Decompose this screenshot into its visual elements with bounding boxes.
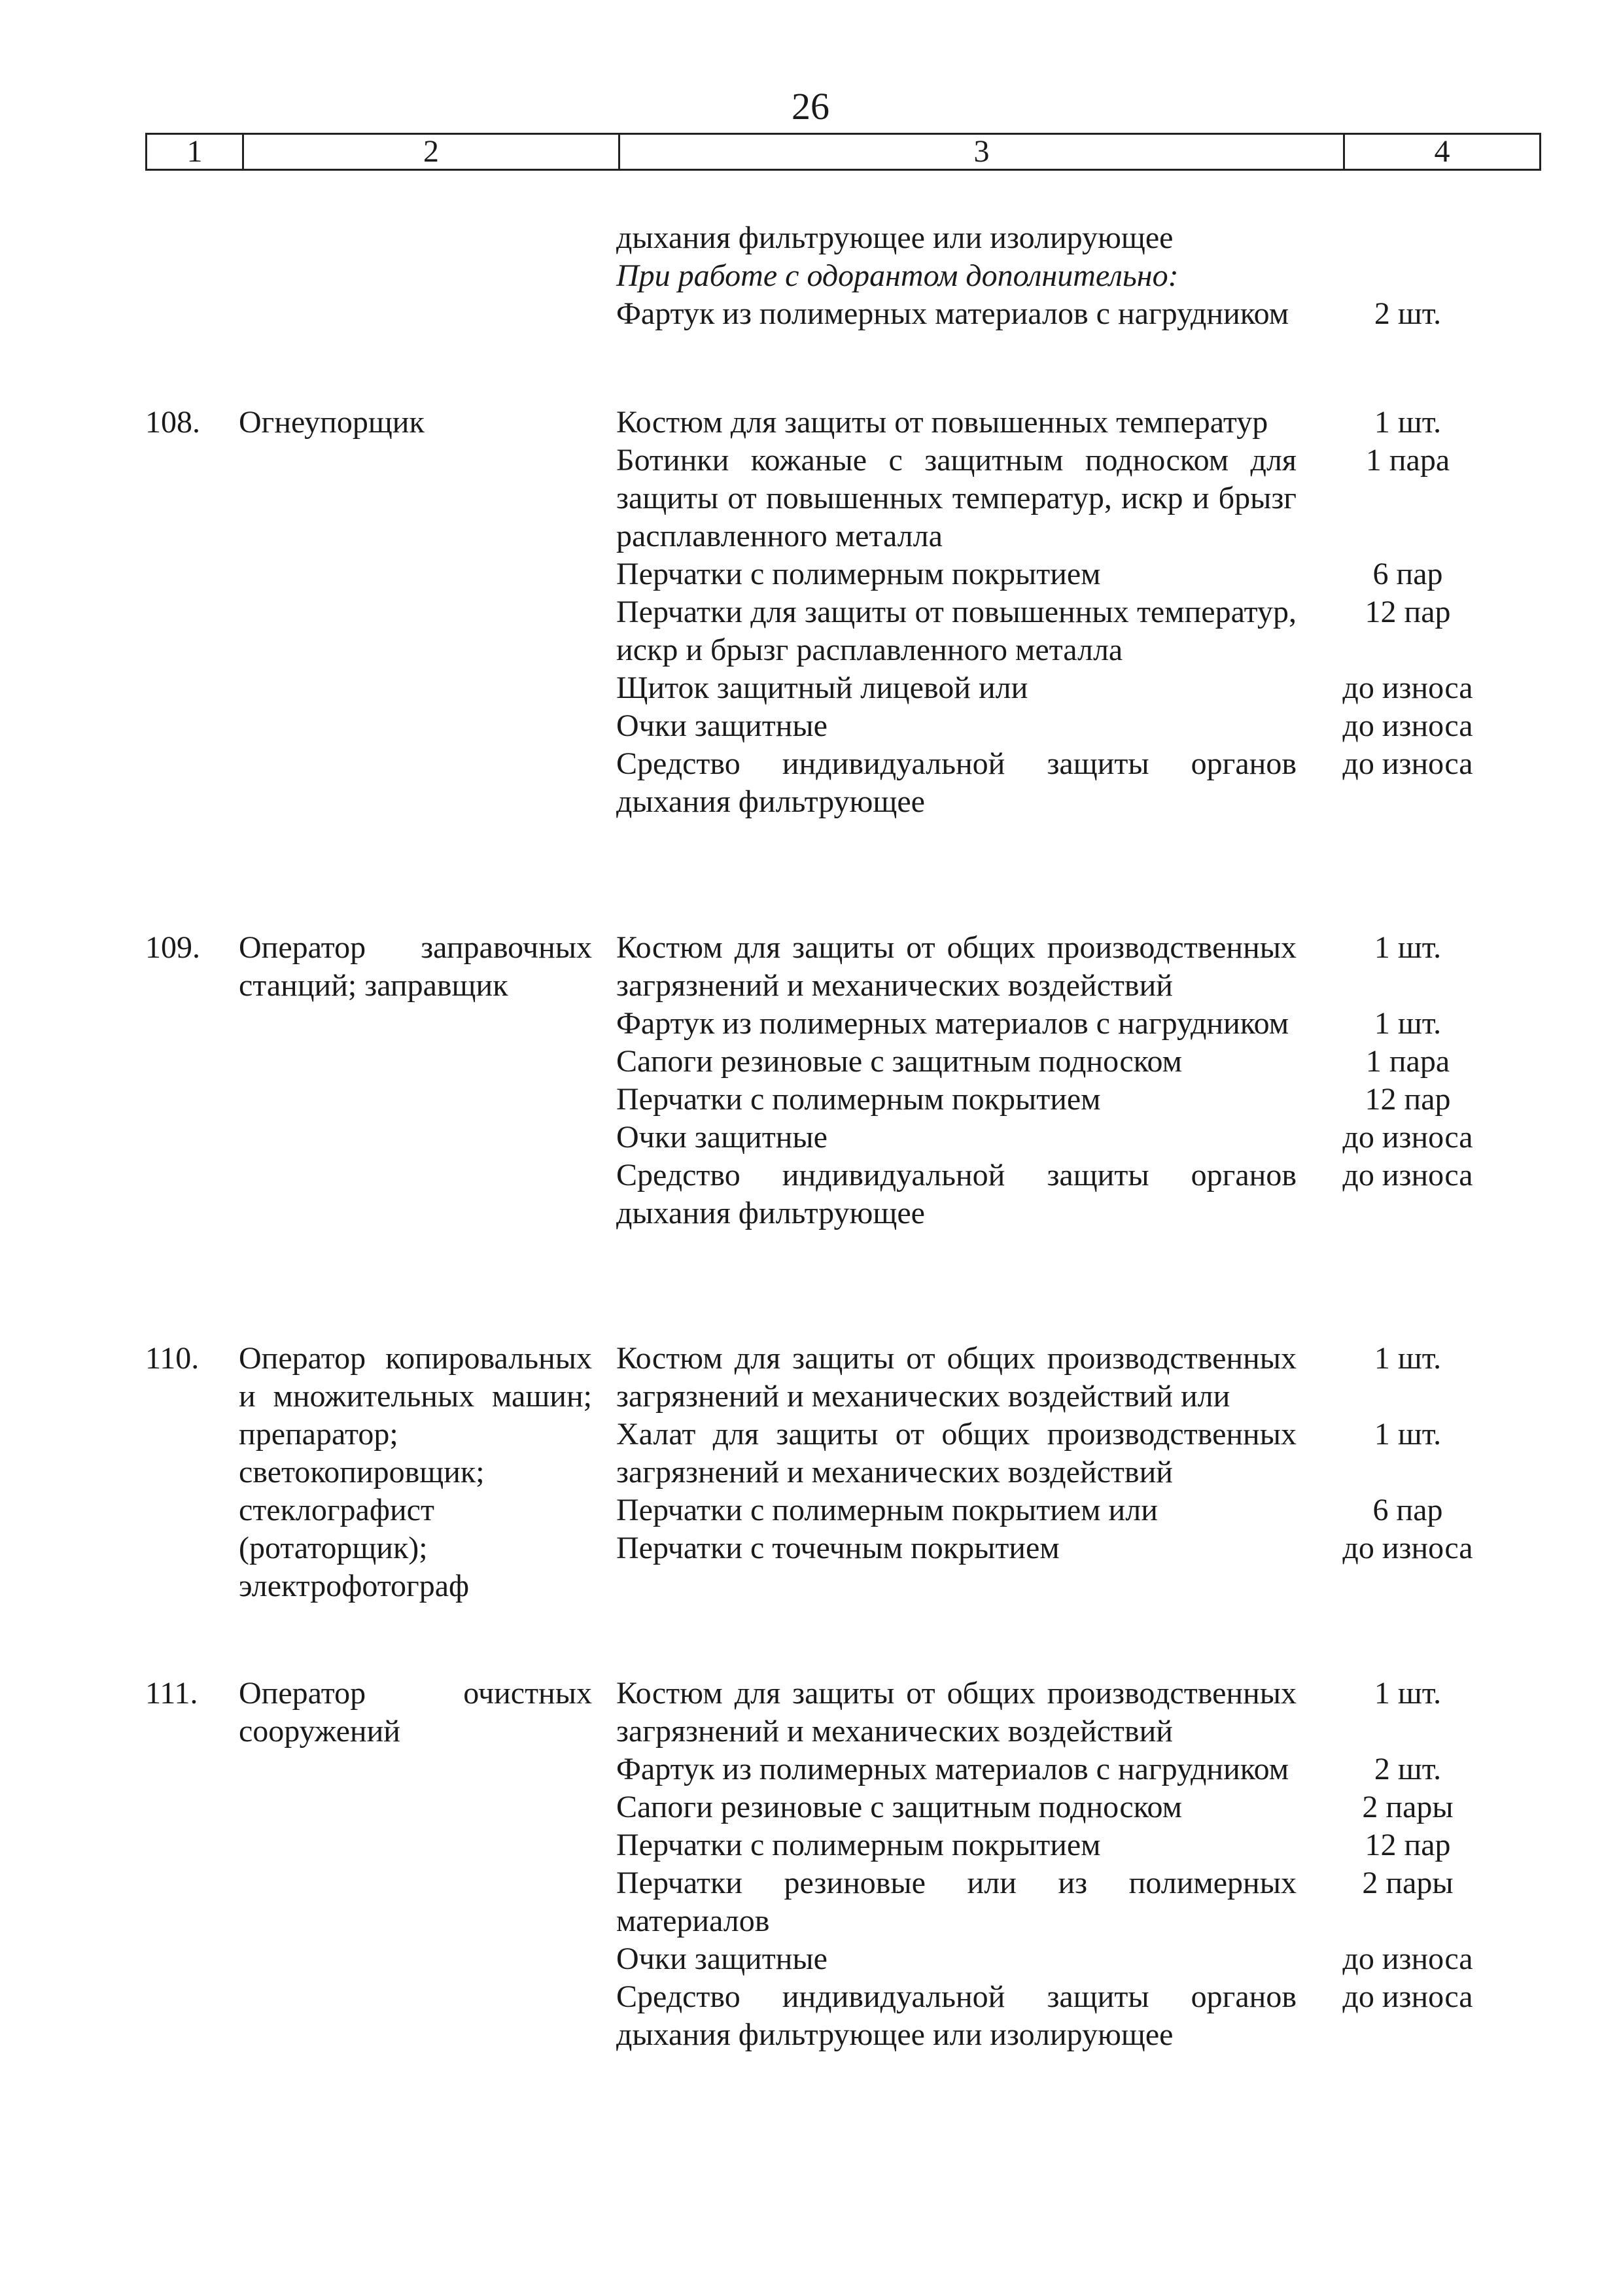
- list-item: [616, 219, 1303, 257]
- list-item: [616, 295, 1442, 333]
- item-quantity: 2 пары: [1362, 1866, 1454, 1900]
- item-name: Перчатки с полимерным покрытием: [616, 557, 1101, 591]
- item-name: Средство индивидуальной защиты органов дыхания фильтрующее: [616, 1158, 1297, 1230]
- item-name: Перчатки с полимерным покрытием: [616, 1828, 1101, 1862]
- list-item: [616, 1119, 1473, 1157]
- list-item: [616, 1157, 1473, 1232]
- list-item: [616, 1675, 1442, 1750]
- page-number: 26: [792, 85, 829, 128]
- item-quantity: 1 шт.: [1374, 930, 1442, 965]
- column-header-row: [145, 133, 1541, 171]
- profession-name: Оператор копировальных и множительных машин; препаратор; светокопировщик; стеклографист (ротаторщик); электрофотограф: [239, 1341, 592, 1603]
- list-item: [616, 1416, 1442, 1491]
- item-name: Костюм для защиты от общих производственных загрязнений и механических воздействий: [616, 1676, 1297, 1748]
- item-quantity: 1 шт.: [1374, 405, 1442, 440]
- item-quantity: 1 шт.: [1374, 1676, 1442, 1711]
- item-list: [616, 1675, 1473, 2054]
- item-quantity: до износа: [1342, 708, 1473, 743]
- item-quantity: до износа: [1342, 746, 1473, 781]
- item-list: [616, 929, 1473, 1232]
- item-quantity: 2 шт.: [1374, 1752, 1442, 1786]
- entry-number: 111.: [145, 1676, 198, 1711]
- entry-number: 109.: [145, 930, 200, 965]
- column-header-4: 4: [1434, 134, 1450, 169]
- item-name: Очки защитные: [616, 708, 828, 743]
- list-item: [616, 1788, 1454, 1826]
- item-quantity: до износа: [1342, 1979, 1473, 2014]
- item-name: дыхания фильтрующее или изолирующее: [616, 220, 1174, 255]
- list-item: [616, 1940, 1473, 1978]
- item-name: Костюм для защиты от общих производственных загрязнений и механических воздействий или: [616, 1341, 1297, 1414]
- list-item: [616, 1005, 1442, 1043]
- list-item: [616, 929, 1442, 1005]
- item-name-italic: При работе с одорантом дополнительно:: [616, 258, 1179, 293]
- item-quantity: 2 пары: [1362, 1790, 1454, 1824]
- item-name: Сапоги резиновые с защитным подноском: [616, 1044, 1182, 1079]
- item-name: Очки защитные: [616, 1120, 828, 1155]
- item-quantity: 2 шт.: [1374, 296, 1442, 331]
- item-quantity: до износа: [1342, 1158, 1473, 1192]
- item-name: Халат для защиты от общих производственных загрязнений и механических воздействий: [616, 1417, 1297, 1489]
- item-name: Перчатки резиновые или из полимерных материалов: [616, 1866, 1297, 1938]
- item-name: Перчатки с полимерным покрытием: [616, 1082, 1101, 1117]
- item-quantity: 6 пар: [1372, 1493, 1443, 1527]
- item-quantity: 12 пар: [1365, 1828, 1451, 1862]
- profession-name: Оператор очистных сооружений: [239, 1676, 592, 1748]
- item-quantity: до износа: [1342, 670, 1473, 705]
- item-name: Костюм для защиты от общих производственных загрязнений и механических воздействий: [616, 930, 1297, 1003]
- list-item: [616, 555, 1443, 593]
- item-quantity: до износа: [1342, 1941, 1473, 1976]
- list-item: [616, 1978, 1473, 2054]
- list-item: [616, 1826, 1451, 1864]
- item-name: Фартук из полимерных материалов с нагрудником: [616, 1752, 1289, 1786]
- item-name: Щиток защитный лицевой или: [616, 670, 1028, 705]
- item-quantity: 1 пара: [1365, 1044, 1450, 1079]
- entry-number: 110.: [145, 1341, 200, 1376]
- item-name: Средство индивидуальной защиты органов дыхания фильтрующее: [616, 746, 1297, 819]
- item-name: Очки защитные: [616, 1941, 828, 1976]
- list-item: [616, 1081, 1451, 1119]
- item-list: [616, 404, 1473, 821]
- item-name: Перчатки с точечным покрытием: [616, 1531, 1060, 1565]
- continuation-items: [616, 219, 1442, 333]
- list-item: [616, 1864, 1454, 1940]
- column-header-1: 1: [147, 135, 244, 169]
- item-name: Средство индивидуальной защиты органов дыхания фильтрующее или изолирующее: [616, 1979, 1297, 2052]
- item-quantity: 1 шт.: [1374, 1341, 1442, 1376]
- column-header-2: 2: [244, 135, 620, 169]
- list-item: [616, 745, 1473, 821]
- item-name: Фартук из полимерных материалов с нагрудником: [616, 296, 1289, 331]
- entry-number: 108.: [145, 405, 200, 440]
- item-name: Перчатки для защиты от повышенных температур, искр и брызг расплавленного металла: [616, 595, 1297, 667]
- profession-name: Огнеупорщик: [239, 405, 425, 440]
- item-name: Костюм для защиты от повышенных температур: [616, 405, 1268, 440]
- item-name: Ботинки кожаные с защитным подноском для защиты от повышенных температур, искр и брызг расплавленного металла: [616, 443, 1297, 553]
- item-quantity: 1 пара: [1365, 443, 1450, 478]
- profession-name: Оператор заправочных станций; заправщик: [239, 930, 592, 1003]
- item-quantity: 12 пар: [1365, 595, 1451, 629]
- item-quantity: до износа: [1342, 1531, 1473, 1565]
- list-item: [616, 1043, 1450, 1081]
- item-name: Перчатки с полимерным покрытием или: [616, 1493, 1158, 1527]
- list-item: [616, 257, 1303, 295]
- item-quantity: 6 пар: [1372, 557, 1443, 591]
- list-item: [616, 1491, 1443, 1529]
- item-quantity: 1 шт.: [1374, 1417, 1442, 1452]
- item-name: Сапоги резиновые с защитным подноском: [616, 1790, 1182, 1824]
- column-header-3: 3: [620, 135, 1345, 169]
- item-quantity: до износа: [1342, 1120, 1473, 1155]
- list-item: [616, 593, 1451, 669]
- item-quantity: 12 пар: [1365, 1082, 1451, 1117]
- list-item: [616, 669, 1473, 707]
- list-item: [616, 1529, 1473, 1567]
- list-item: [616, 1340, 1442, 1416]
- list-item: [616, 404, 1442, 442]
- list-item: [616, 442, 1450, 555]
- list-item: [616, 707, 1473, 745]
- item-quantity: 1 шт.: [1374, 1006, 1442, 1041]
- item-name: Фартук из полимерных материалов с нагрудником: [616, 1006, 1289, 1041]
- list-item: [616, 1750, 1442, 1788]
- item-list: [616, 1340, 1473, 1567]
